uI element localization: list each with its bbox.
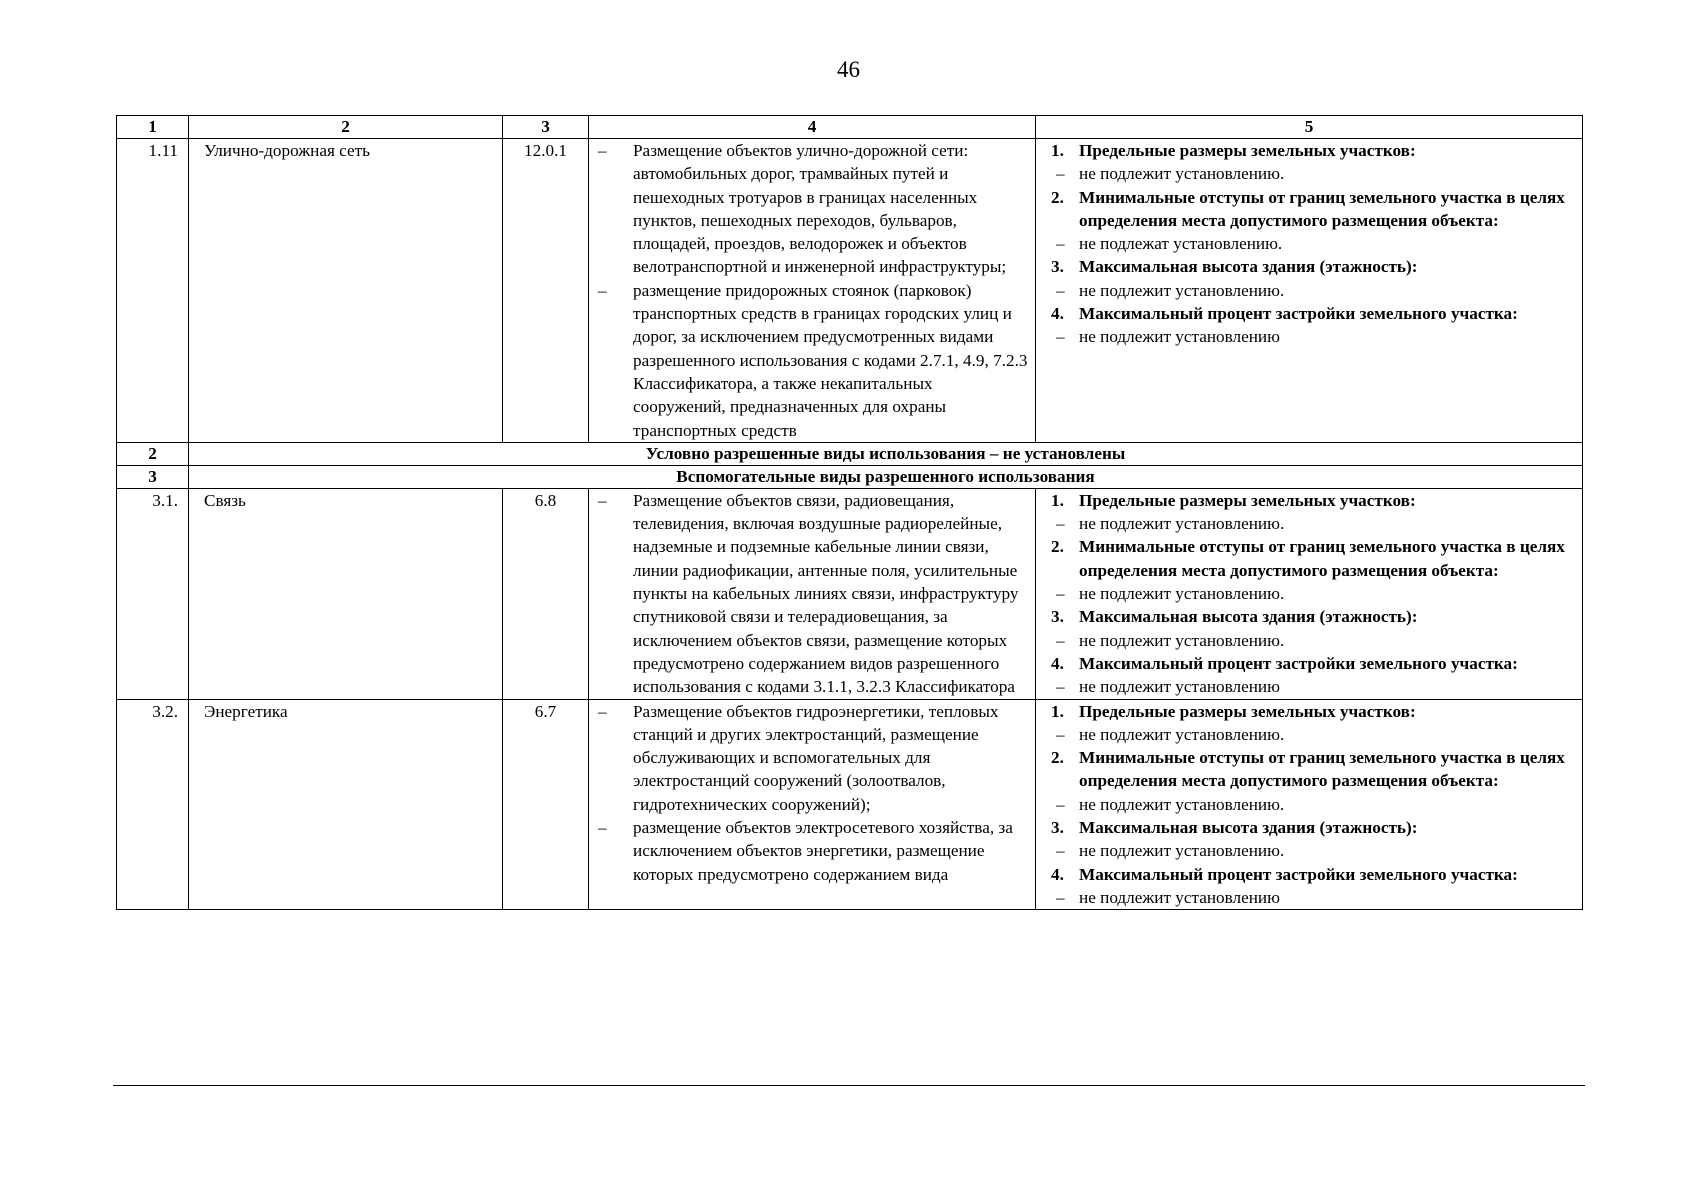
section-number: 2 [117, 442, 189, 465]
param-value: – не подлежит установлению. [1056, 630, 1285, 650]
section-title: Вспомогательные виды разрешенного использования [189, 465, 1583, 488]
zoning-table [116, 115, 1583, 910]
section-row [117, 465, 1583, 488]
row-number: 3.1. [117, 488, 189, 699]
param-title: 3. Максимальная высота здания (этажность): [1051, 607, 1418, 627]
param-title: 4. Максимальный процент застройки земельного участка: [1051, 304, 1518, 324]
table-row [117, 699, 1583, 910]
table-header-row [117, 116, 1583, 139]
param-value: – не подлежит установлению. [1056, 280, 1285, 300]
use-code: 12.0.1 [503, 139, 589, 443]
param-value: – не подлежит установлению [1056, 887, 1280, 907]
param-value: – не подлежит установлению. [1056, 584, 1285, 604]
use-code: 6.7 [503, 699, 589, 910]
param-title: 4. Максимальный процент застройки земельного участка: [1051, 864, 1518, 884]
column-header: 5 [1036, 116, 1583, 139]
param-title: 2. Минимальные отступы от границ земельного участка в целях определения места допустимого размещения объекта: [1051, 187, 1565, 230]
use-name: Связь [189, 488, 503, 699]
param-title: 1. Предельные размеры земельных участков: [1051, 490, 1416, 510]
param-title: 1. Предельные размеры земельных участков: [1051, 141, 1416, 160]
parameters [1036, 139, 1583, 443]
column-header: 4 [589, 116, 1036, 139]
column-header: 3 [503, 116, 589, 139]
param-value: – не подлежат установлению. [1056, 234, 1283, 254]
param-title: 2. Минимальные отступы от границ земельного участка в целях определения места допустимого размещения объекта: [1051, 748, 1565, 791]
row-number: 1.11 [117, 139, 189, 443]
use-name: Энергетика [189, 699, 503, 910]
param-title: 3. Максимальная высота здания (этажность): [1051, 257, 1418, 277]
param-value: – не подлежит установлению [1056, 677, 1280, 697]
page-number: 46 [837, 57, 860, 82]
use-description [589, 139, 1036, 443]
use-name: Улично-дорожная сеть [189, 139, 503, 443]
bottom-rule [113, 1085, 1585, 1086]
list-item: – размещение объектов электросетевого хозяйства, за исключением объектов энергетики, размещение которых предусмотрено содержанием вида [598, 818, 1013, 884]
param-value: – не подлежит установлению. [1056, 514, 1285, 534]
list-item: – Размещение объектов связи, радиовещания, телевидения, включая воздушные радиорелейные, надземные и подземные кабельные линии связи, линии радиофикации, антенные поля, усилительные пункты на кабельных линиях связи, инфраструктуру спутниковой связи и телерадиовещания, за исключением объектов связи, размещение которых предусмотрено содержанием видов разрешенного использования с кодами 3.1.1, 3.2.3 Классификатора [598, 490, 1019, 697]
param-value: – не подлежит установлению. [1056, 794, 1285, 814]
param-value: – не подлежит установлению [1056, 327, 1280, 347]
param-title: 2. Минимальные отступы от границ земельного участка в целях определения места допустимого размещения объекта: [1051, 537, 1565, 580]
list-item: – Размещение объектов улично-дорожной сети: автомобильных дорог, трамвайных путей и пешеходных тротуаров в границах населенных пунктов, пешеходных переходов, бульваров, площадей, проездов, велодорожек и объектов велотранспортной и инженерной инфраструктуры; [598, 141, 1007, 277]
section-title: Условно разрешенные виды использования – не установлены [189, 442, 1583, 465]
param-title: 3. Максимальная высота здания (этажность): [1051, 818, 1418, 838]
param-title: 4. Максимальный процент застройки земельного участка: [1051, 653, 1518, 673]
parameters [1036, 488, 1583, 699]
use-description [589, 488, 1036, 699]
column-header: 1 [117, 116, 189, 139]
param-title: 1. Предельные размеры земельных участков: [1051, 701, 1416, 721]
list-item: – Размещение объектов гидроэнергетики, тепловых станций и других электростанций, размещение обслуживающих и вспомогательных для электростанций сооружений (золоотвалов, гидротехнических сооружений); [598, 701, 999, 814]
table-row [117, 139, 1583, 443]
row-number: 3.2. [117, 699, 189, 910]
section-row [117, 442, 1583, 465]
use-description [589, 699, 1036, 910]
column-header: 2 [189, 116, 503, 139]
param-value: – не подлежит установлению. [1056, 164, 1285, 184]
use-code: 6.8 [503, 488, 589, 699]
table-row [117, 488, 1583, 699]
section-number: 3 [117, 465, 189, 488]
param-value: – не подлежит установлению. [1056, 841, 1285, 861]
param-value: – не подлежит установлению. [1056, 724, 1285, 744]
list-item: – размещение придорожных стоянок (парковок) транспортных средств в границах городских улиц и дорог, за исключением предусмотренных видами разрешенного использования с кодами 2.7.1, 4.9, 7.2.3 Классификатора, а также некапитальных сооружений, предназначенных для охраны транспортных средств [598, 280, 1028, 440]
parameters [1036, 699, 1583, 910]
